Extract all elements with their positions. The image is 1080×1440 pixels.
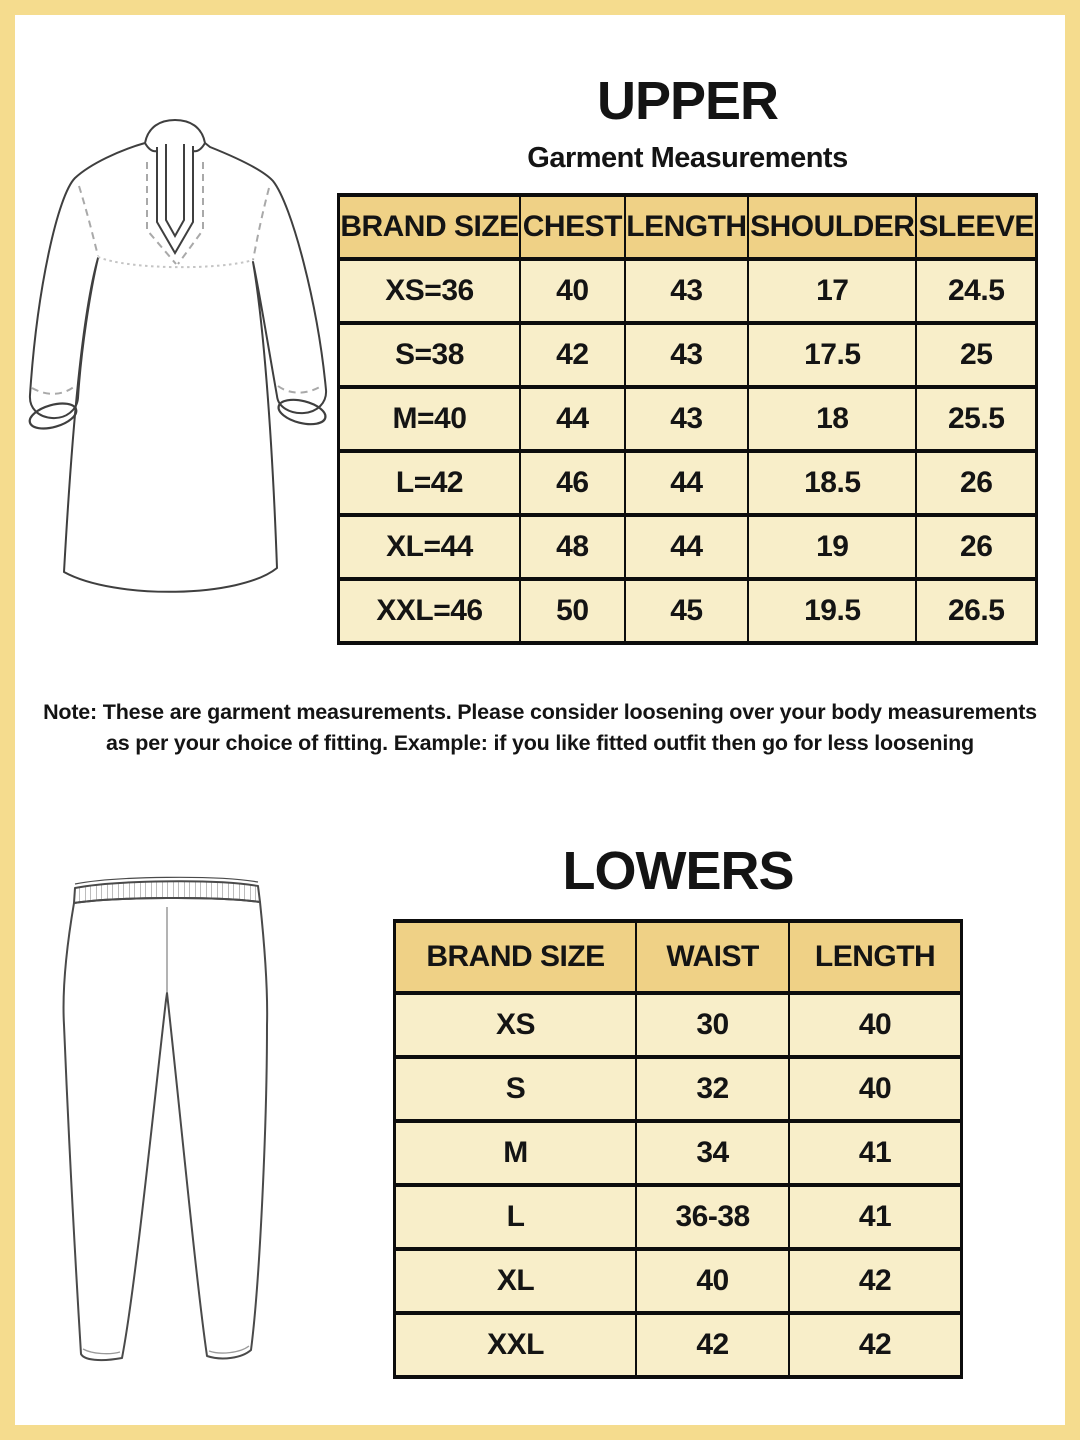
lowers-cell: L: [395, 1185, 637, 1249]
table-row: [395, 1313, 962, 1377]
upper-cell: S=38: [339, 323, 520, 387]
upper-cell: 50: [520, 579, 625, 643]
lowers-cell: XXL: [395, 1313, 637, 1377]
upper-cell: 40: [520, 259, 625, 323]
upper-header-chest: CHEST: [520, 195, 625, 259]
lowers-cell: XL: [395, 1249, 637, 1313]
upper-cell: 25: [916, 323, 1036, 387]
upper-cell: 45: [625, 579, 749, 643]
lowers-cell: S: [395, 1057, 637, 1121]
measurement-note: [15, 697, 1065, 759]
table-row: [395, 1185, 962, 1249]
upper-cell: L=42: [339, 451, 520, 515]
lowers-cell: 41: [789, 1185, 961, 1249]
upper-section-subtitle: Garment Measurements: [527, 142, 848, 174]
lowers-cell: M: [395, 1121, 637, 1185]
table-row: [339, 451, 1037, 515]
lowers-cell: 42: [789, 1249, 961, 1313]
lowers-cell: 42: [789, 1313, 961, 1377]
lowers-header-waist: WAIST: [636, 921, 789, 993]
upper-cell: 18: [748, 387, 916, 451]
upper-cell: 18.5: [748, 451, 916, 515]
lowers-cell: XS: [395, 993, 637, 1057]
lowers-cell: 40: [789, 993, 961, 1057]
upper-cell: 26: [916, 451, 1036, 515]
table-row: [395, 1249, 962, 1313]
table-row: [339, 387, 1037, 451]
table-row: [395, 1121, 962, 1185]
upper-header-length: LENGTH: [625, 195, 749, 259]
upper-cell: 44: [625, 451, 749, 515]
lowers-cell: 34: [636, 1121, 789, 1185]
lowers-cell: 32: [636, 1057, 789, 1121]
table-row: [339, 515, 1037, 579]
upper-cell: XXL=46: [339, 579, 520, 643]
upper-cell: 25.5: [916, 387, 1036, 451]
table-row: [339, 259, 1037, 323]
upper-cell: 43: [625, 323, 749, 387]
upper-cell: 44: [520, 387, 625, 451]
upper-cell: XS=36: [339, 259, 520, 323]
upper-cell: 46: [520, 451, 625, 515]
upper-header-row: [339, 195, 1037, 259]
upper-header-shoulder: SHOULDER: [748, 195, 916, 259]
table-row: [395, 1057, 962, 1121]
lowers-size-table: [393, 919, 963, 1375]
lowers-header-row: [395, 921, 962, 993]
upper-cell: 24.5: [916, 259, 1036, 323]
lowers-cell: 30: [636, 993, 789, 1057]
upper-cell: 44: [625, 515, 749, 579]
upper-cell: 17: [748, 259, 916, 323]
upper-section-title: UPPER: [596, 71, 779, 131]
upper-header-sleeve: SLEEVE: [916, 195, 1036, 259]
upper-cell: M=40: [339, 387, 520, 451]
upper-cell: 19.5: [748, 579, 916, 643]
lowers-cell: 40: [636, 1249, 789, 1313]
table-row: [339, 323, 1037, 387]
lowers-header-brand-size: BRAND SIZE: [395, 921, 637, 993]
table-row: [395, 993, 962, 1057]
upper-cell: 26.5: [916, 579, 1036, 643]
upper-cell: 19: [748, 515, 916, 579]
lowers-cell: 42: [636, 1313, 789, 1377]
lowers-section-title: LOWERS: [562, 841, 794, 901]
lowers-cell: 36-38: [636, 1185, 789, 1249]
note-line-1: Note: These are garment measurements. Please consider loosening over your body measurements: [43, 700, 1037, 724]
note-line-2: as per your choice of fitting. Example: if you like fitted outfit then go for less loosening: [106, 731, 974, 756]
lowers-cell: 41: [789, 1121, 961, 1185]
leggings-illustration: [30, 860, 360, 1400]
upper-size-table: [337, 193, 1038, 645]
upper-cell: 48: [520, 515, 625, 579]
upper-cell: 43: [625, 259, 749, 323]
upper-cell: 42: [520, 323, 625, 387]
upper-header-brand-size: BRAND SIZE: [339, 195, 520, 259]
table-row: [339, 579, 1037, 643]
upper-cell: 26: [916, 515, 1036, 579]
lowers-cell: 40: [789, 1057, 961, 1121]
upper-cell: XL=44: [339, 515, 520, 579]
upper-cell: 43: [625, 387, 749, 451]
lowers-header-length: LENGTH: [789, 921, 961, 993]
kurta-illustration: [20, 100, 350, 660]
upper-cell: 17.5: [748, 323, 916, 387]
